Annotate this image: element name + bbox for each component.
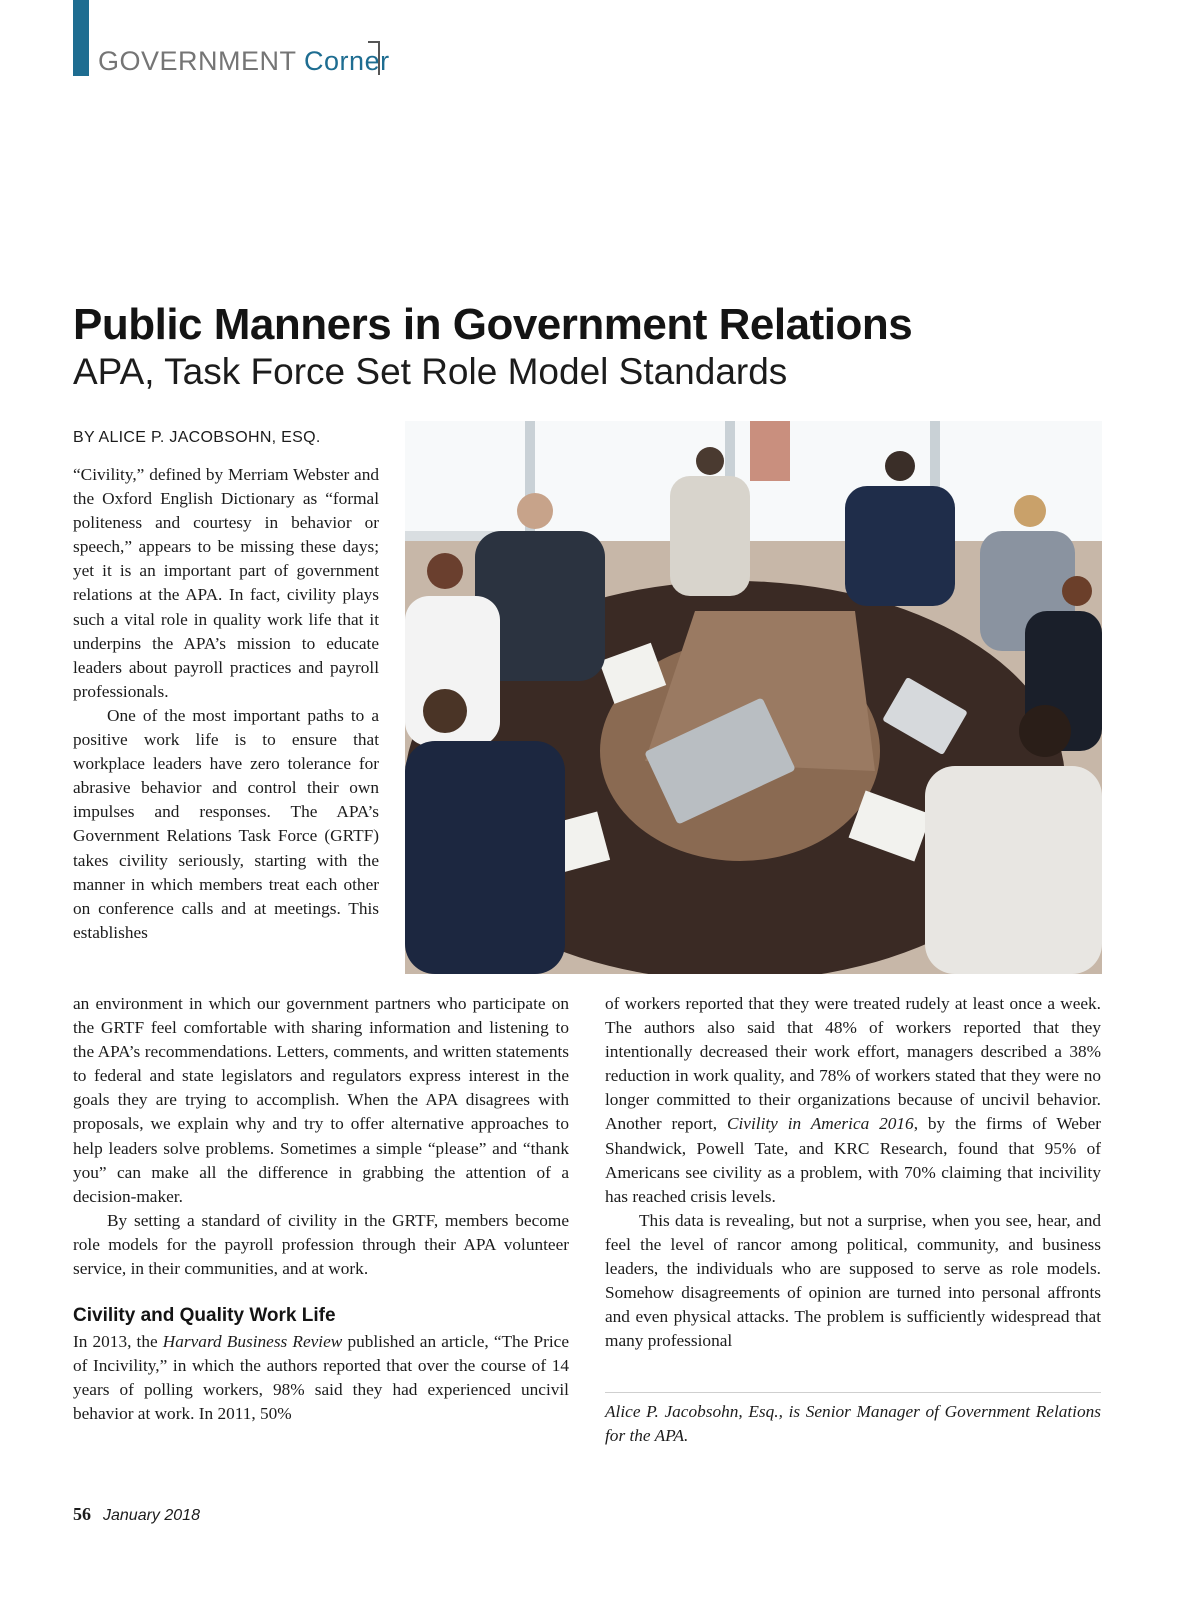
corner-bracket-mark (368, 41, 380, 75)
page-number: 56 (73, 1504, 91, 1524)
column-right (605, 992, 1101, 1353)
paragraph-data: This data is revealing, but not a surprise, when you see, hear, and feel the level of rancor among political, community, and business leaders, the individuals who are supposed to serve as role models. Somehow disagreements of opinion are turned into personal affronts and even physical attacks. The problem is sufficiently widespread that many professional (605, 1210, 1101, 1351)
paragraph-paths-part1: One of the most important paths to a positive work life is to ensure that workplace leaders have zero tolerance for abrasive behavior and control their own impulses and responses. The APA’s Government Relations Task Force (GRTF) takes civility seriously, starting with the manner in which members treat each other on conference calls and at meetings. This establishes (73, 705, 379, 942)
publication-title-hbr: Harvard Business Review (162, 1332, 343, 1352)
page-footer (73, 1504, 200, 1525)
paragraph-workers-end: , by the firms of Weber Shandwick, Powell Tate, and KRC Research, found that 95% of Americans see civility as a problem, with 70% claiming that incivility has reached crisis levels. (605, 1114, 1101, 1206)
section-label (98, 46, 390, 77)
paragraph-workers (605, 992, 1101, 1209)
paragraph-standard: By setting a standard of civility in the GRTF, members become role models for the payroll profession through their APA volunteer service, in their communities, and at work. (73, 1210, 569, 1279)
section-label-accent: Corner (304, 46, 390, 76)
article-subtitle: APA, Task Force Set Role Model Standards (73, 351, 788, 392)
publication-title-civility: Civility in America 2016 (726, 1114, 914, 1134)
column-left-upper (73, 463, 379, 945)
byline: BY ALICE P. JACOBSOHN, ESQ. (73, 429, 321, 446)
section-label-main: GOVERNMENT (98, 46, 297, 76)
paragraph-hbr (73, 1330, 569, 1426)
column-left-lower (73, 992, 569, 1427)
author-bio: Alice P. Jacobsohn, Esq., is Senior Manager of Government Relations for the APA. (605, 1402, 1101, 1446)
paragraph-hbr-intro: In 2013, the (73, 1332, 163, 1352)
article-title: Public Manners in Government Relations (73, 300, 913, 349)
paragraph-paths-part2: an environment in which our government partners who participate on the GRTF feel comfortable with sharing information and listening to the APA’s recommendations. Letters, comments, and written statements to federal and state legislators and regulators express interest in the goals they are trying to accomplish. When the APA disagrees with proposals, we explain why and try to offer alternative approaches to help leaders solve problems. Sometimes a simple “please” and “thank you” can make all the difference in grabbing the attention of a decision-maker. (73, 994, 569, 1206)
paragraph-hbr-body: published an article, “The Price of Incivility,” in which the authors reported that over the course of 14 years of polling workers, 98% said they had experienced uncivil behavior at work. In 2011, 50% (73, 1332, 569, 1424)
meeting-photo-illustration (405, 421, 1102, 974)
paragraph-workers-body: of workers reported that they were treated rudely at least once a week. The authors also said that 48% of workers reported that they intentionally decreased their work effort, managers described a 38% reduction in work quality, and 78% of workers stated that they were no longer committed to their organizations because of uncivil behavior. Another report, (605, 994, 1101, 1134)
paragraph-intro: “Civility,” defined by Merriam Webster and the Oxford English Dictionary as “formal politeness and courtesy in behavior or speech,” appears to be missing these days; yet it is an important part of government relations at the APA. In fact, civility plays such a vital role in quality work life that it underpins the APA’s mission to educate leaders about payroll practices and payroll professionals. (73, 465, 379, 701)
section-accent-bar (73, 0, 89, 76)
subhead-civility: Civility and Quality Work Life (73, 1305, 336, 1327)
issue-date: January 2018 (103, 1507, 200, 1524)
bio-divider (605, 1392, 1101, 1393)
meeting-photo (405, 421, 1102, 974)
